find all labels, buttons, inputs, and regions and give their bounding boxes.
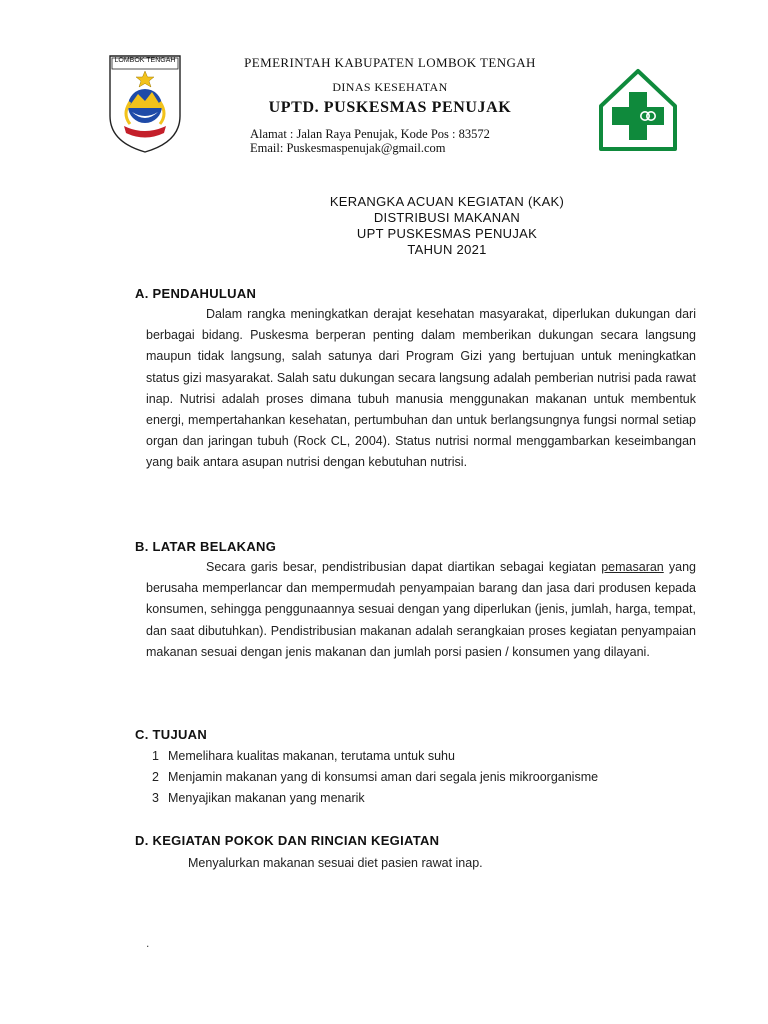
- section-b-heading: B. LATAR BELAKANG: [135, 539, 277, 554]
- title-line-4: TAHUN 2021: [407, 242, 487, 257]
- trailing-mark: .: [146, 936, 150, 950]
- letterhead-address: Alamat : Jalan Raya Penujak, Kode Pos : 83572: [250, 127, 490, 141]
- letterhead-government: PEMERINTAH KABUPATEN LOMBOK TENGAH: [244, 55, 536, 70]
- section-b-body-start: Secara garis besar, pendistribusian dapat diartikan sebagai kegiatan: [206, 560, 602, 574]
- list-item-text: Menyajikan makanan yang menarik: [168, 791, 365, 805]
- section-b-body: [146, 557, 696, 663]
- section-b-body-end: yang berusaha memperlancar dan mempermudah penyampaian barang dan jasa dari produsen kepada konsumen, sehingga penggunaannya sesuai dengan yang diperlukan (jenis, jumlah, harga, tempat, dan saat dibutuhkan). Pendistribusian makanan adalah serangkaian proses kegiatan penyampaian makanan sesuai dengan jenis makanan dan jumlah porsi pasien / konsumen yang dilayani.: [146, 560, 696, 659]
- list-item-number: 3: [152, 791, 159, 805]
- pemasaran-link[interactable]: pemasaran: [601, 560, 664, 574]
- list-item: [152, 791, 365, 805]
- list-item: [152, 770, 598, 784]
- letterhead-puskesmas: UPTD. PUSKESMAS PENUJAK: [268, 99, 512, 116]
- title-line-2: DISTRIBUSI MAKANAN: [373, 210, 521, 225]
- section-d-body: Menyalurkan makanan sesuai diet pasien rawat inap.: [188, 856, 483, 870]
- title-line-3: UPT PUSKESMAS PENUJAK: [356, 226, 538, 241]
- list-item: [152, 749, 455, 763]
- section-d-heading: D. KEGIATAN POKOK DAN RINCIAN KEGIATAN: [135, 833, 440, 848]
- section-c-heading: C. TUJUAN: [135, 727, 208, 742]
- list-item-number: 1: [152, 749, 159, 763]
- section-a-body: Dalam rangka meningkatkan derajat kesehatan masyarakat, diperlukan dukungan dari berbagai bidang. Puskesma berperan penting dalam memberikan dukungan secara langsung maupun tidak langsung, salah satunya dari Program Gizi yang bertujuan untuk meningkatkan status gizi masyarakat. Salah satu dukungan secara langsung adalah pemberian nutrisi pada rawat inap. Nutrisi adalah proses dimana tubuh manusia menggunakan makanan untuk membentuk energi, mempertahankan kesehatan, pertumbuhan dan untuk berlangsungnya fungsi normal setiap organ dan jaringan tubuh (Rock CL, 2004). Status nutrisi normal menggambarkan keseimbangan yang baik antara asupan nutrisi dengan kebutuhan nutrisi.: [146, 307, 696, 470]
- lombok-tengah-crest-icon: [108, 54, 182, 154]
- letterhead-email: Email: Puskesmaspenujak@gmail.com: [250, 141, 446, 155]
- letterhead-department: DINAS KESEHATAN: [332, 80, 448, 94]
- puskesmas-logo-icon: [598, 68, 678, 152]
- list-item-text: Menjamin makanan yang di konsumsi aman dari segala jenis mikroorganisme: [168, 770, 599, 784]
- crest-banner-text: LOMBOK TENGAH: [114, 57, 176, 64]
- list-item-number: 2: [152, 770, 159, 784]
- list-item-text: Memelihara kualitas makanan, terutama untuk suhu: [168, 749, 455, 763]
- title-line-1: KERANGKA ACUAN KEGIATAN (KAK): [329, 194, 565, 209]
- section-a-heading: A. PENDAHULUAN: [135, 286, 257, 301]
